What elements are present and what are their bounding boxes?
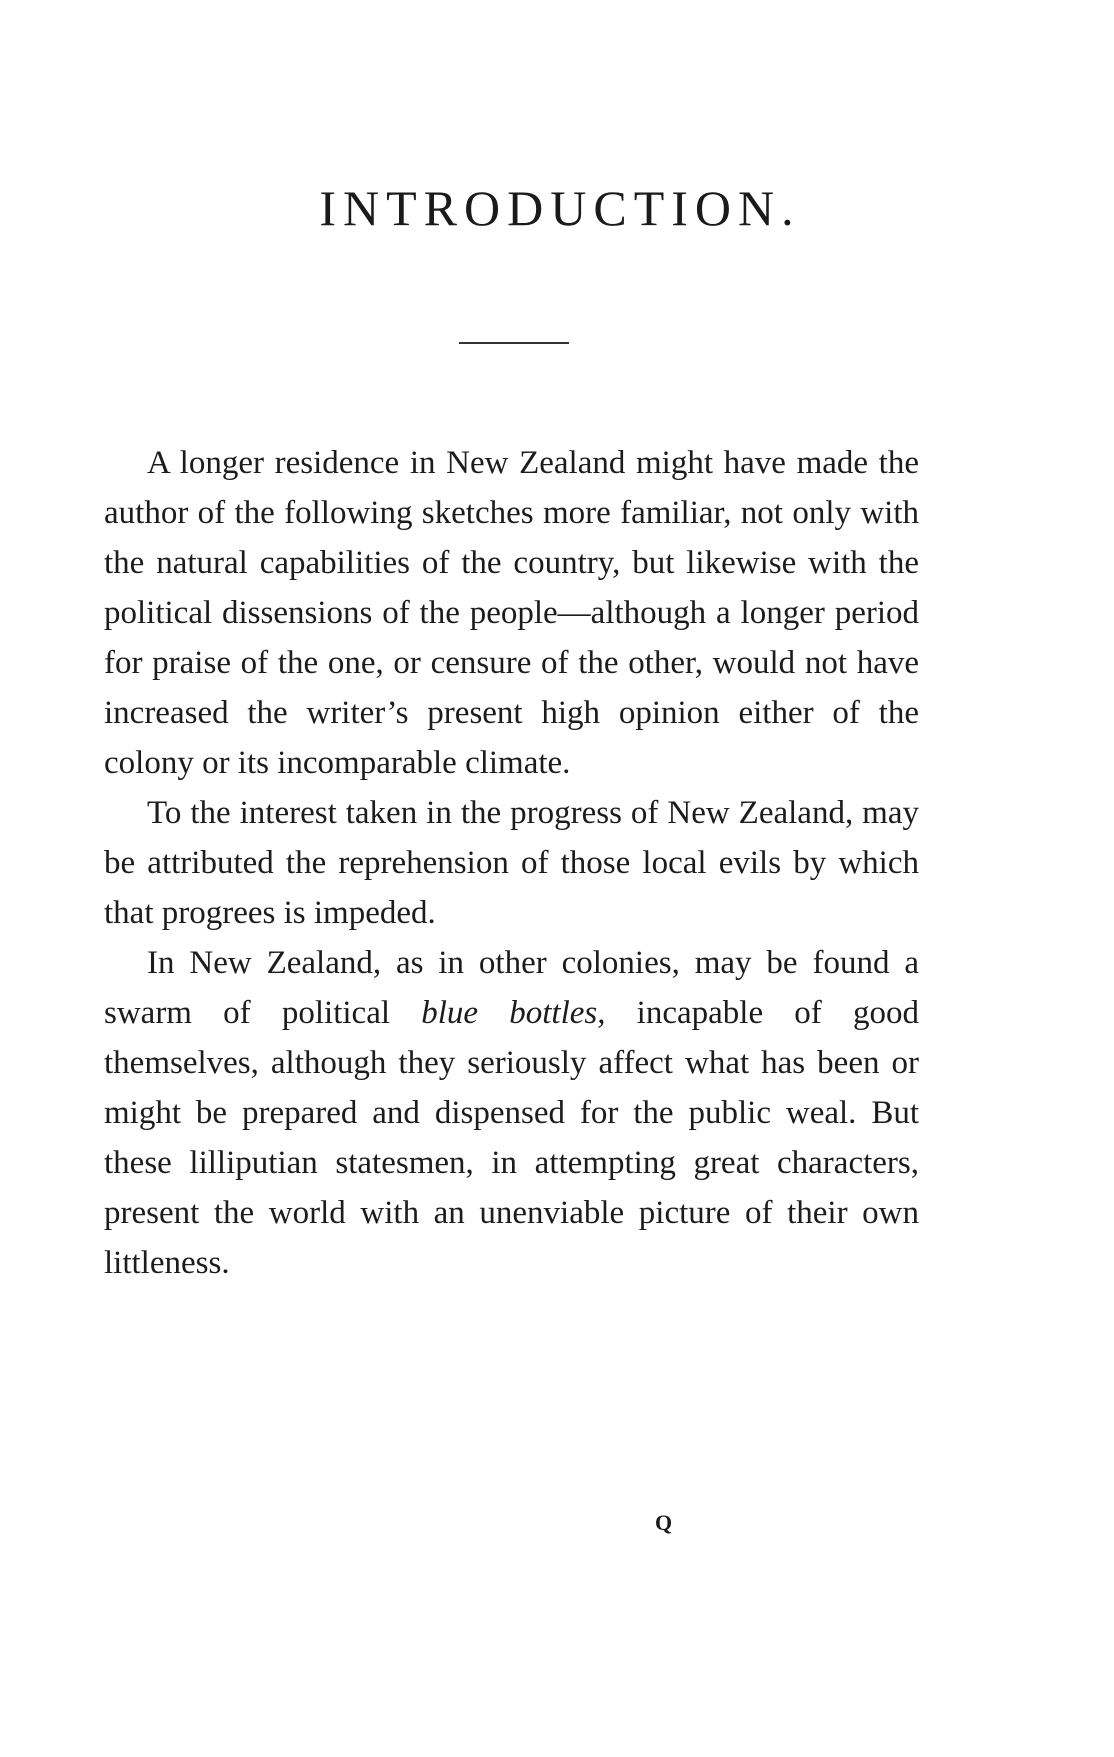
paragraph-3 xyxy=(104,938,919,1288)
page-title: INTRODUCTION. xyxy=(319,180,801,236)
paragraph-2 xyxy=(104,788,919,938)
paragraph-3-text-b: incapable of good themselves, although they seriously affect what has been or might be prepared and dispensed for the public weal. But these lilliputian statesmen, in attempting great characters, present the world with an unenviable picture of their own littleness. xyxy=(104,995,920,1281)
paragraph-3-italic: blue bottles, xyxy=(421,995,606,1031)
signature-mark: Q xyxy=(655,1510,673,1535)
paragraph-3-text-a: In New Zealand, as in other colonies, may be found a swarm of political xyxy=(104,945,919,1031)
title-rule xyxy=(459,342,569,344)
body-text xyxy=(104,438,919,1288)
paragraph-1 xyxy=(104,438,919,788)
paragraph-1-text: A longer residence in New Zealand might have made the author of the following sketches more familiar, not only with the natural capabilities of the country, but likewise with the political dissensions of the people—although a longer period for praise of the one, or censure of the other, would not have increased the writer’s present high opinion either of the colony or its incomparable climate. xyxy=(104,445,919,781)
paragraph-2-text: To the interest taken in the progress of New Zealand, may be attributed the reprehension of those local evils by which that progrees is impeded. xyxy=(104,795,919,931)
